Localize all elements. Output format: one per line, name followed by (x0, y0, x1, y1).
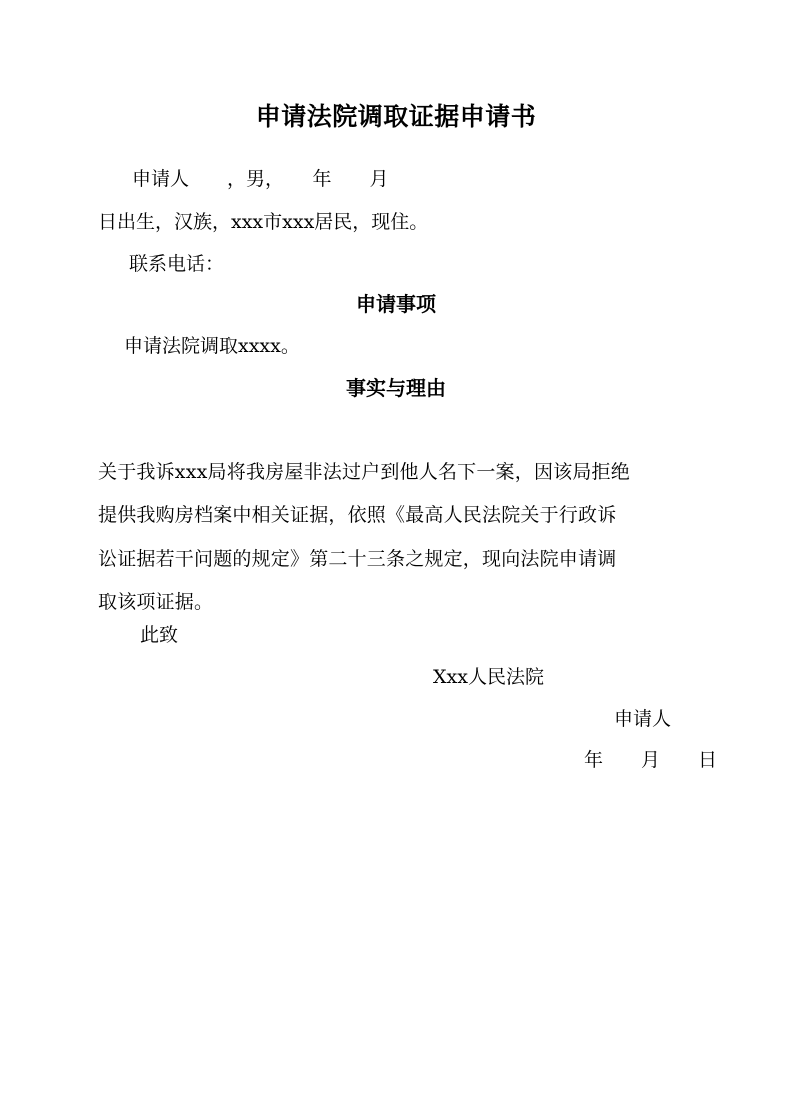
facts-line: 讼证据若干问题的规定》第二十三条之规定，现向法院申请调 (98, 547, 617, 570)
facts-line: 关于我诉xxx局将我房屋非法过户到他人名下一案，因该局拒绝 (98, 461, 630, 483)
facts-section-heading: 事实与理由 (346, 376, 446, 400)
facts-line: 取该项证据。 (98, 590, 214, 613)
court-recipient: Xxx人民法院 (433, 666, 544, 688)
facts-line: 提供我购房档案中相关证据，依照《最高人民法院关于行政诉 (98, 504, 617, 527)
phone-label: 联系电话： (129, 253, 225, 275)
document-title: 申请法院调取证据申请书 (255, 102, 537, 131)
request-section-heading: 申请事项 (356, 292, 436, 316)
request-text: 申请法院调取xxxx。 (124, 335, 300, 357)
closing-salutation: 此致 (140, 624, 179, 646)
applicant-info-line-2: 日出生，汉族，xxx市xxx居民，现住。 (98, 211, 429, 233)
signature-label: 申请人 (614, 708, 672, 730)
date-line: 年 月 日 (584, 749, 718, 771)
applicant-info-line-1: 申请人 ，男， 年 月 (132, 168, 389, 190)
facts-paragraph (98, 451, 694, 624)
